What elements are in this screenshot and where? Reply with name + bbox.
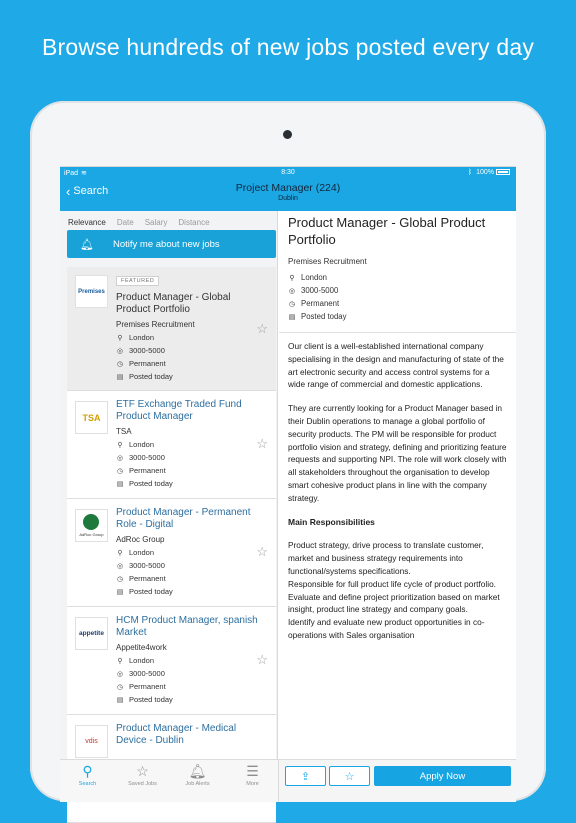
tab-saved-jobs[interactable]: ☆ Saved Jobs: [115, 763, 170, 787]
save-job-button[interactable]: [329, 766, 370, 786]
bell-ring-icon: 🔔︎: [80, 238, 94, 251]
job-salary: 3000-5000: [129, 669, 165, 678]
divider: [279, 332, 516, 333]
star-icon[interactable]: ☆: [256, 321, 268, 336]
responsibility-item: Responsible for full product life cycle of product portfolio.: [288, 578, 496, 589]
clock-icon: ◷: [116, 360, 124, 368]
job-company: AdRoc Group: [116, 535, 165, 544]
calendar-icon: ▤: [288, 313, 296, 321]
job-title: Product Manager - Global Product Portfolio: [116, 292, 231, 315]
company-logo: vdis: [75, 725, 108, 758]
battery-icon: [496, 169, 510, 175]
back-label: Search: [73, 185, 109, 197]
clock-icon: ◷: [116, 467, 124, 475]
apply-now-button[interactable]: Apply Now: [374, 766, 511, 786]
battery-percent: 100%: [476, 169, 494, 176]
list-item[interactable]: [67, 499, 276, 607]
job-location: London: [129, 548, 155, 557]
location-pin-icon: ⚲: [117, 441, 123, 449]
money-icon: ◎: [288, 287, 296, 295]
share-button[interactable]: [285, 766, 326, 786]
app-screen: [60, 166, 516, 801]
job-posted: Posted today: [129, 695, 173, 704]
clock-icon: ◷: [116, 683, 124, 691]
detail-company: Premises Recruitment: [288, 257, 367, 266]
job-company: TSA: [116, 427, 132, 436]
calendar-icon: ▤: [116, 696, 124, 704]
list-item[interactable]: [67, 607, 276, 715]
headline: Browse hundreds of new jobs posted every day: [41, 34, 535, 60]
star-icon[interactable]: ☆: [256, 436, 268, 451]
location-pin-icon: ⚲: [289, 274, 295, 282]
job-title: HCM Product Manager, spanish Market: [116, 615, 258, 638]
bell-icon: 🔔︎: [188, 763, 207, 779]
job-location: London: [129, 333, 155, 342]
job-list: [67, 267, 276, 823]
star-icon[interactable]: ☆: [256, 652, 268, 667]
company-logo: AdRoc Group: [75, 509, 108, 542]
clock-icon: ◷: [288, 300, 296, 308]
job-salary: 3000-5000: [129, 346, 165, 355]
sort-date[interactable]: Date: [116, 217, 134, 227]
job-posted: Posted today: [129, 372, 173, 381]
list-item[interactable]: [67, 267, 276, 391]
detail-salary: 3000-5000: [301, 286, 339, 295]
money-icon: ◎: [116, 454, 124, 462]
menu-icon: ☰: [246, 763, 259, 779]
tab-search[interactable]: ⚲ Search: [60, 763, 115, 787]
sort-relevance[interactable]: Relevance: [68, 217, 106, 227]
calendar-icon: ▤: [116, 588, 124, 596]
share-icon: ⇪: [300, 770, 311, 783]
notify-button[interactable]: [67, 230, 276, 258]
sort-distance[interactable]: Distance: [178, 217, 210, 227]
location-pin-icon: ⚲: [117, 334, 123, 342]
job-type: Permanent: [129, 574, 166, 583]
job-title: Product Manager - Medical Device - Dublin: [116, 723, 237, 746]
company-logo: Premises: [75, 275, 108, 308]
location-pin-icon: ⚲: [117, 657, 123, 665]
wifi-icon: ≋: [81, 170, 87, 177]
star-icon: ☆: [344, 770, 355, 783]
money-icon: ◎: [116, 562, 124, 570]
responsibility-item: Evaluate and define project prioritization based on market insight, product line strategy and company goals.: [288, 591, 500, 615]
job-posted: Posted today: [129, 587, 173, 596]
notify-label: Notify me about new jobs: [113, 238, 220, 250]
job-type: Permanent: [129, 682, 166, 691]
list-item[interactable]: [67, 391, 276, 499]
detail-title: Product Manager - Global Product Portfolio: [288, 215, 486, 247]
clock-icon: ◷: [116, 575, 124, 583]
detail-location: London: [301, 273, 328, 282]
money-icon: ◎: [116, 347, 124, 355]
featured-badge: FEATURED: [116, 276, 159, 286]
star-icon[interactable]: ☆: [256, 544, 268, 559]
job-location: London: [129, 656, 155, 665]
responsibilities-heading: Main Responsibilities: [288, 516, 375, 527]
calendar-icon: ▤: [116, 373, 124, 381]
money-icon: ◎: [116, 670, 124, 678]
description-paragraph: Our client is a well-established international company specialising in the design and manufacturing of state of the art electronic security and access control systems for a wide range of commercial and domestic applications.: [288, 341, 504, 390]
detail-posted: Posted today: [301, 312, 347, 321]
search-icon: ⚲: [82, 763, 93, 779]
status-time: 8:30: [281, 169, 295, 176]
job-description: [288, 340, 508, 642]
results-panel: [60, 211, 278, 759]
job-detail-panel: [279, 211, 516, 759]
bluetooth-icon: ᛒ: [467, 169, 473, 176]
tab-bar: [60, 759, 279, 802]
status-bar: [60, 169, 516, 179]
job-posted: Posted today: [129, 479, 173, 488]
camera: [283, 130, 292, 139]
job-title: Product Manager - Permanent Role - Digital: [116, 507, 251, 530]
responsibility-item: Product strategy, drive process to translate customer, market and business strategy requirements into functional/systems specifications.: [288, 540, 484, 576]
job-salary: 3000-5000: [129, 453, 165, 462]
job-location: London: [129, 440, 155, 449]
tab-more[interactable]: ☰ More: [225, 763, 280, 787]
tab-job-alerts[interactable]: 🔔︎ Job Alerts: [170, 763, 225, 787]
nav-title: Project Manager (224): [235, 182, 341, 194]
job-salary: 3000-5000: [129, 561, 165, 570]
description-paragraph: They are currently looking for a Product Manager based in their Dublin operations to manage a global portfolio of security products. The PM will be responsible for product portfolio vision and strategy, defining and prioritizing feature requests and supporting NPI. The role will work closely with all stakeholders throughout the organisation to develop smart cohesive product plans in line with the company strategy.: [288, 403, 507, 503]
calendar-icon: ▤: [116, 480, 124, 488]
detail-type: Permanent: [301, 299, 340, 308]
responsibility-item: Identify and evaluate new product opportunities in co-operations with Sales organisation: [288, 617, 485, 640]
job-company: Premises Recruitment: [116, 320, 195, 329]
location-pin-icon: ⚲: [117, 549, 123, 557]
company-logo: TSA: [75, 401, 108, 434]
chevron-left-icon: ‹: [66, 183, 71, 199]
carrier: iPad: [64, 170, 79, 177]
action-bar: [279, 759, 516, 802]
ipad-frame: [30, 101, 546, 801]
sort-salary[interactable]: Salary: [144, 217, 168, 227]
company-logo: appetite: [75, 617, 108, 650]
star-icon: ☆: [136, 763, 149, 779]
job-type: Permanent: [129, 359, 166, 368]
job-type: Permanent: [129, 466, 166, 475]
job-company: Appetite4work: [116, 643, 167, 652]
nav-bar: [60, 167, 516, 211]
job-title: ETF Exchange Traded Fund Product Manager: [116, 399, 242, 422]
nav-subtitle: Dublin: [278, 195, 298, 202]
